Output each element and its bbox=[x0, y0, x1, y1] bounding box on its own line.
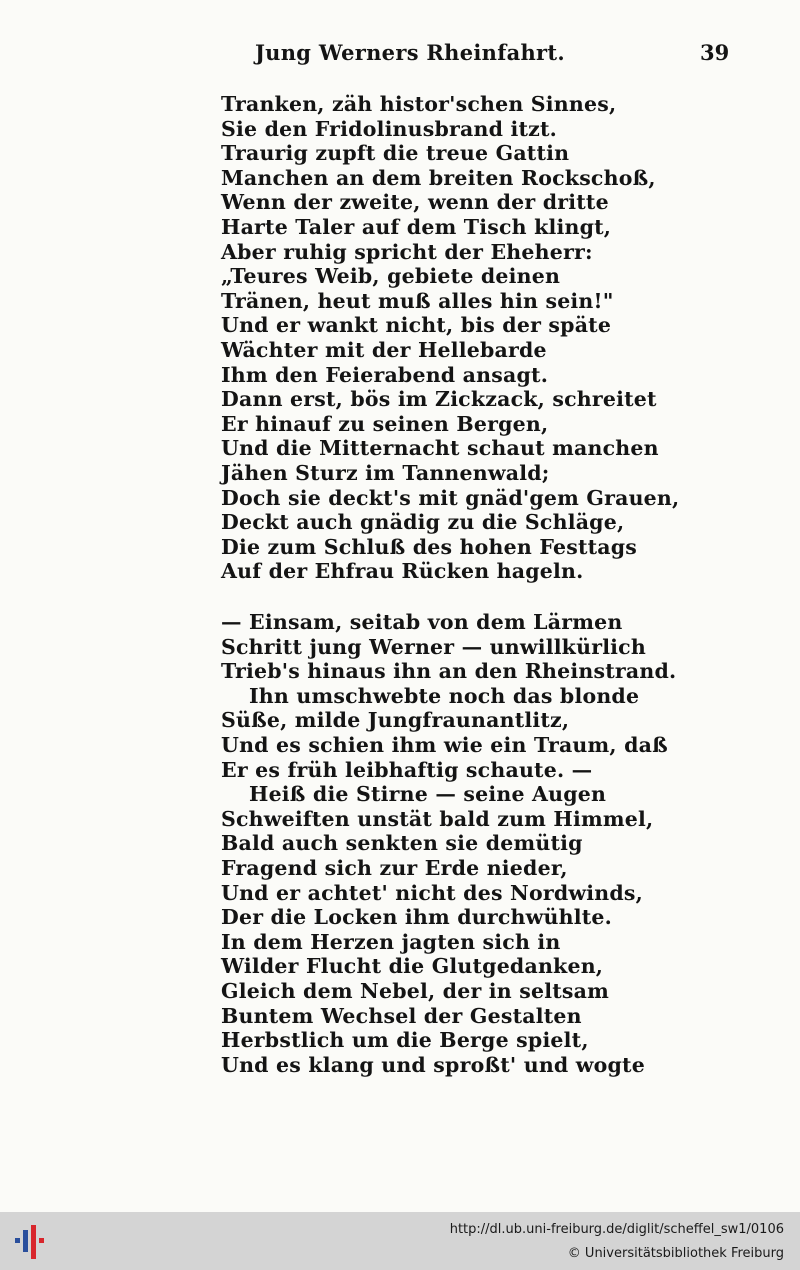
verse-line: Trieb's hinaus ihn an den Rheinstrand. bbox=[221, 659, 677, 684]
stanza-1 bbox=[221, 92, 680, 584]
verse-line: Und die Mitternacht schaut manchen bbox=[221, 436, 659, 461]
verse-line: In dem Herzen jagten sich in bbox=[221, 929, 561, 954]
verse-line: Wenn der zweite, wenn der dritte bbox=[221, 190, 609, 215]
verse-line: Die zum Schluß des hohen Festtags bbox=[221, 534, 638, 559]
verse-line: Deckt auch gnädig zu die Schläge, bbox=[221, 510, 625, 535]
page-number: 39 bbox=[700, 40, 730, 65]
verse-line: Harte Taler auf dem Tisch klingt, bbox=[221, 214, 612, 239]
verse-line: Ihn umschwebte noch das blonde bbox=[249, 683, 640, 708]
verse-line: Er hinauf zu seinen Bergen, bbox=[221, 411, 549, 436]
verse-line: Herbstlich um die Berge spielt, bbox=[221, 1028, 589, 1053]
verse-line: Doch sie deckt's mit gnäd'gem Grauen, bbox=[221, 485, 680, 510]
verse-line: Heiß die Stirne — seine Augen bbox=[249, 782, 607, 807]
verse-line: Tranken, zäh histor'schen Sinnes, bbox=[221, 92, 617, 116]
verse-line: Wächter mit der Hellebarde bbox=[221, 337, 547, 362]
verse-line: Und er achtet' nicht des Nordwinds, bbox=[221, 880, 643, 905]
copyright-notice: © Universitätsbibliothek Freiburg bbox=[567, 1246, 784, 1261]
verse-line: Auf der Ehfrau Rücken hageln. bbox=[221, 559, 584, 584]
verse-line: „Teures Weib, gebiete deinen bbox=[221, 264, 561, 289]
library-footer bbox=[0, 1212, 800, 1270]
verse-line: Er es früh leibhaftig schaute. — bbox=[221, 757, 593, 782]
verse-line: Fragend sich zur Erde nieder, bbox=[221, 855, 568, 880]
verse-line: Dann erst, bös im Zickzack, schreitet bbox=[221, 387, 657, 412]
verse-line: Der die Locken ihm durchwühlte. bbox=[221, 905, 612, 930]
verse-line: Wilder Flucht die Glutgedanken, bbox=[221, 954, 604, 979]
verse-line: Tränen, heut muß alles hin sein!" bbox=[221, 288, 614, 313]
verse-line: Schritt jung Werner — unwillkürlich bbox=[221, 634, 646, 659]
verse-line: Und es schien ihm wie ein Traum, daß bbox=[221, 732, 668, 757]
verse-line: Bald auch senkten sie demütig bbox=[221, 831, 583, 856]
verse-line: Buntem Wechsel der Gestalten bbox=[221, 1003, 582, 1028]
verse-line: Süße, milde Jungfraunantlitz, bbox=[221, 708, 570, 733]
verse-line: Traurig zupft die treue Gattin bbox=[221, 141, 570, 166]
verse-line: Manchen an dem breiten Rockschoß, bbox=[221, 165, 656, 190]
verse-line: Ihm den Feierabend ansagt. bbox=[221, 362, 549, 387]
verse-line: — Einsam, seitab von dem Lärmen bbox=[221, 610, 623, 634]
verse-line: Schweiften unstät bald zum Himmel, bbox=[221, 806, 654, 831]
verse-line: Gleich dem Nebel, der in seltsam bbox=[221, 978, 609, 1003]
source-url-link[interactable]: http://dl.ub.uni-freiburg.de/diglit/scheffel_sw1/0106 bbox=[449, 1222, 784, 1237]
library-logo-icon bbox=[12, 1222, 52, 1262]
stanza-2 bbox=[221, 610, 677, 1077]
running-header-title: Jung Werners Rheinfahrt. bbox=[254, 40, 566, 65]
verse-line: Und es klang und sproßt' und wogte bbox=[221, 1052, 645, 1077]
verse-line: Und er wankt nicht, bis der späte bbox=[221, 313, 612, 338]
verse-line: Aber ruhig spricht der Eheherr: bbox=[221, 239, 593, 264]
verse-line: Jähen Sturz im Tannenwald; bbox=[221, 460, 550, 485]
verse-line: Sie den Fridolinusbrand itzt. bbox=[221, 116, 558, 141]
